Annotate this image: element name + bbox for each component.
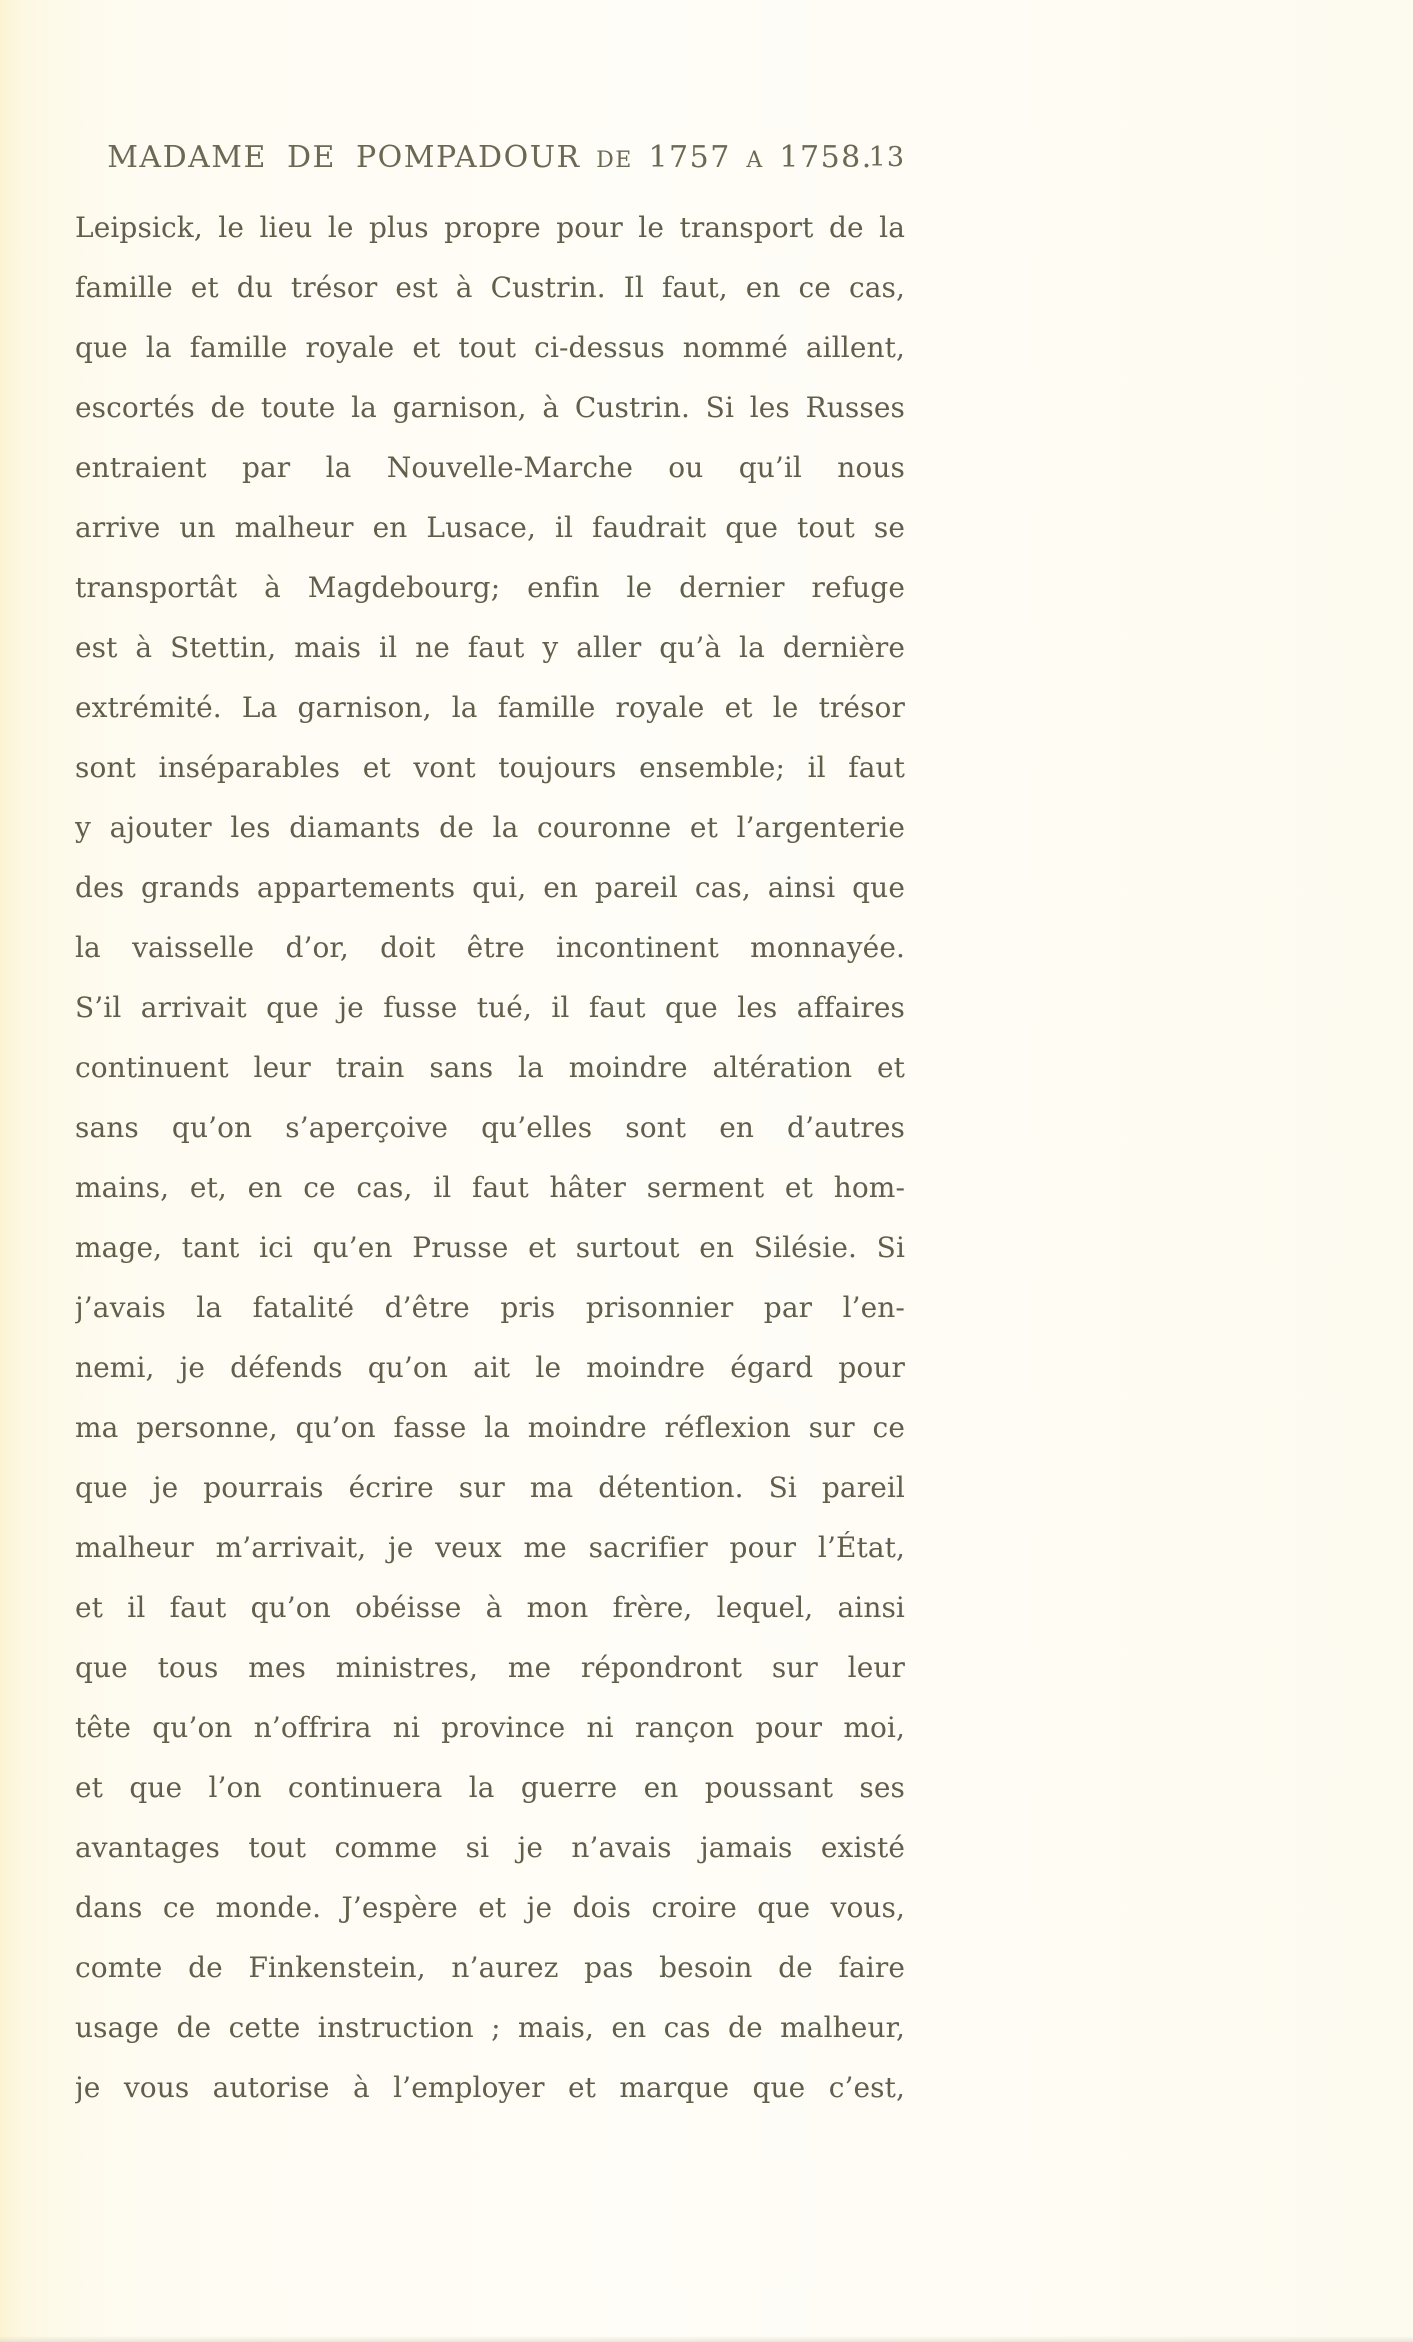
text-line: Leipsick, le lieu le plus propre pour le transport de la [75, 211, 905, 244]
text-line: malheur m’arrivait, je veux me sacrifier pour l’État, [75, 1531, 905, 1564]
text-line: extrémité. La garnison, la famille royale et le trésor [75, 691, 905, 724]
text-line: et il faut qu’on obéisse à mon frère, lequel, ainsi [75, 1591, 905, 1624]
page-header [75, 140, 905, 184]
text-line: que tous mes ministres, me répondront sur leur [75, 1651, 905, 1684]
text-line: S’il arrivait que je fusse tué, il faut que les affaires [75, 991, 905, 1024]
text-line: dans ce monde. J’espère et je dois croire que vous, [75, 1891, 905, 1924]
running-title-main: MADAME DE POMPADOUR [107, 140, 581, 175]
text-line: j’avais la fatalité d’être pris prisonnier par l’en- [75, 1291, 905, 1324]
text-line: tête qu’on n’offrira ni province ni rançon pour moi, [75, 1711, 905, 1744]
text-line: famille et du trésor est à Custrin. Il faut, en ce cas, [75, 271, 905, 304]
text-line: la vaisselle d’or, doit être incontinent monnayée. [75, 931, 905, 964]
text-line: continuent leur train sans la moindre altération et [75, 1051, 905, 1084]
text-line: escortés de toute la garnison, à Custrin. Si les Russes [75, 391, 905, 424]
text-line: comte de Finkenstein, n’aurez pas besoin de faire [75, 1951, 905, 1984]
text-line: avantages tout comme si je n’avais jamais existé [75, 1831, 905, 1864]
running-title-year1: 1757 [648, 140, 731, 175]
text-line: mage, tant ici qu’en Prusse et surtout en Silésie. Si [75, 1231, 905, 1264]
text-line: sont inséparables et vont toujours ensemble; il faut [75, 751, 905, 784]
running-title [107, 140, 873, 175]
text-line: usage de cette instruction ; mais, en cas de malheur, [75, 2011, 905, 2044]
text-line: que je pourrais écrire sur ma détention. Si pareil [75, 1471, 905, 1504]
page-number: 13 [868, 142, 905, 173]
running-title-de: DE [596, 148, 633, 173]
text-line: nemi, je défends qu’on ait le moindre égard pour [75, 1351, 905, 1384]
text-line: et que l’on continuera la guerre en poussant ses [75, 1771, 905, 1804]
running-title-a: A [746, 148, 764, 173]
text-line: est à Stettin, mais il ne faut y aller qu’à la dernière [75, 631, 905, 664]
body-text [75, 198, 905, 2118]
text-line: que la famille royale et tout ci-dessus nommé aillent, [75, 331, 905, 364]
text-line: y ajouter les diamants de la couronne et l’argenterie [75, 811, 905, 844]
text-line: transportât à Magdebourg; enfin le dernier refuge [75, 571, 905, 604]
text-line: ma personne, qu’on fasse la moindre réflexion sur ce [75, 1411, 905, 1444]
text-line: arrive un malheur en Lusace, il faudrait que tout se [75, 511, 905, 544]
running-title-year2: 1758. [779, 140, 873, 175]
text-line: sans qu’on s’aperçoive qu’elles sont en d’autres [75, 1111, 905, 1144]
text-line: des grands appartements qui, en pareil cas, ainsi que [75, 871, 905, 904]
text-line: je vous autorise à l’employer et marque que c’est, [75, 2071, 905, 2104]
text-line: mains, et, en ce cas, il faut hâter serment et hom- [75, 1171, 905, 1204]
text-line: entraient par la Nouvelle-Marche ou qu’il nous [75, 451, 905, 484]
